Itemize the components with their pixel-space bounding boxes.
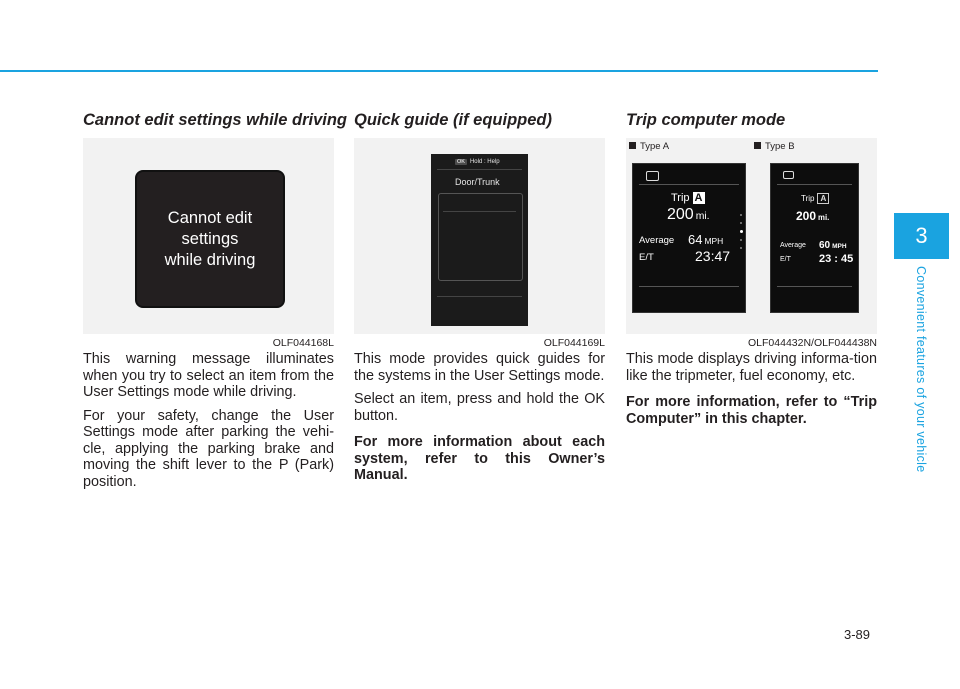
divider [443, 211, 516, 212]
figure-code: OLF044169L [543, 337, 605, 349]
et-label: E/T [639, 252, 654, 263]
divider [777, 184, 852, 185]
section-quick-guide [354, 110, 605, 484]
hold-help-label: Hold : Help [469, 159, 500, 165]
cluster-type-b [770, 163, 859, 313]
et-value: 23:47 [695, 248, 731, 264]
fuel-icon [783, 171, 794, 179]
guide-panel [438, 193, 523, 281]
display-header [455, 159, 500, 165]
paragraph: This warning message illuminates when you try to select an item from the User Settings mode while driving. [83, 351, 334, 400]
average-label: Average [780, 242, 806, 249]
page-number: 3-89 [844, 627, 871, 642]
trip-distance: 200 mi. [796, 209, 830, 223]
et-label: E/T [780, 256, 791, 263]
figure-trip-computer [626, 138, 877, 334]
quick-guide-display [431, 154, 528, 326]
figure-cannot-edit [83, 138, 334, 334]
section-trip-computer [626, 110, 877, 427]
note: For more information about each system, refer to this Owner’s Manual. [354, 434, 605, 483]
type-a-text: Type A [640, 141, 670, 152]
warning-display [135, 170, 285, 308]
section-heading: Quick guide (if equipped) [354, 111, 552, 129]
average-value: 60 MPH [819, 240, 847, 251]
paragraph: For your safety, change the User Settings mode after parking the vehi-cle, applying the parking brake and moving the shift lever to the P (Park) position. [83, 407, 334, 490]
divider [639, 184, 739, 185]
note: For more information, refer to “Trip Computer” in this chapter. [626, 394, 877, 427]
square-bullet-icon [754, 142, 761, 149]
chapter-tab: 3 [894, 213, 949, 259]
square-bullet-icon [629, 142, 636, 149]
ok-badge: OK [457, 159, 465, 165]
cluster-type-a [632, 163, 746, 313]
paragraph: Select an item, press and hold the OK button. [354, 391, 605, 424]
type-a-label [629, 141, 669, 152]
section-cannot-edit [83, 110, 348, 497]
trip-label: Trip A [671, 192, 703, 204]
divider [777, 286, 852, 287]
trip-distance: 200 mi. [667, 206, 710, 223]
figure-quick-guide [354, 138, 605, 334]
type-b-text: Type B [765, 141, 795, 152]
warning-message: Cannot edit settings while driving [164, 208, 256, 269]
average-value: 64 MPH [688, 232, 724, 247]
header-rule [0, 70, 878, 72]
paragraph: This mode provides quick guides for the systems in the User Settings mode. [354, 351, 605, 384]
fuel-icon [646, 171, 659, 181]
chapter-title-text: Convenient features of your vehicle [914, 266, 928, 473]
figure-code: OLF044432N/OLF044438N [748, 337, 877, 349]
divider [437, 296, 522, 297]
section-heading: Cannot edit settings while driving [83, 111, 348, 129]
page-indicator [740, 214, 743, 255]
divider [437, 169, 522, 170]
average-label: Average [639, 235, 675, 246]
figure-code: OLF044168L [272, 337, 334, 349]
section-heading: Trip computer mode [626, 111, 786, 129]
divider [639, 286, 739, 287]
display-title: Door/Trunk [455, 177, 500, 187]
type-b-label [754, 141, 795, 152]
paragraph: This mode displays driving informa-tion like the tripmeter, fuel economy, etc. [626, 351, 877, 384]
trip-label: Trip A [801, 194, 829, 203]
et-value: 23 : 45 [819, 253, 854, 265]
